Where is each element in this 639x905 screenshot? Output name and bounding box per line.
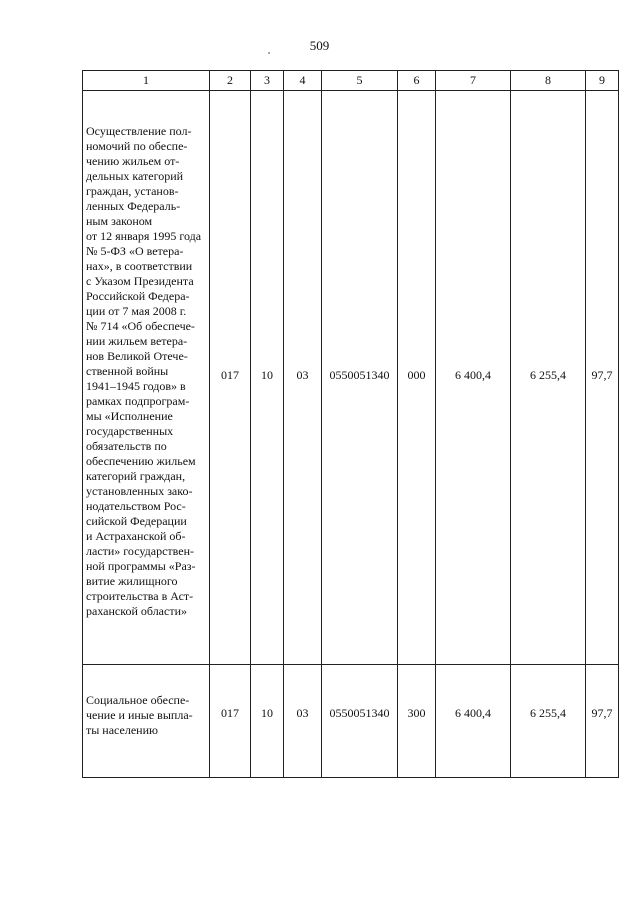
description-line: ственной войны bbox=[86, 364, 169, 378]
cell-target-article bbox=[322, 665, 398, 778]
description-line: ции от 7 мая 2008 г. bbox=[86, 304, 187, 318]
description-text bbox=[86, 124, 206, 619]
executed-amount: 6 255,4 bbox=[530, 705, 566, 720]
description-line: государственных bbox=[86, 424, 174, 438]
cell-target-article bbox=[322, 91, 398, 665]
executed-amount: 6 255,4 bbox=[530, 368, 566, 382]
ministry-code: 017 bbox=[221, 705, 239, 720]
cell-expense-type bbox=[398, 665, 436, 778]
description-line: обязательств по bbox=[86, 439, 167, 453]
description-line: установленных зако- bbox=[86, 484, 193, 498]
planned-amount: 6 400,4 bbox=[455, 705, 491, 720]
planned-amount: 6 400,4 bbox=[455, 368, 491, 382]
description-line: обеспечению жильем bbox=[86, 454, 196, 468]
description-line: витие жилищного bbox=[86, 574, 178, 588]
section-code: 10 bbox=[261, 368, 273, 382]
column-header-8: 8 bbox=[511, 71, 586, 91]
description-line: с Указом Президента bbox=[86, 274, 194, 288]
description-line: строительства в Аст- bbox=[86, 589, 194, 603]
description-line: Российской Федера- bbox=[86, 289, 190, 303]
cell-planned bbox=[436, 665, 511, 778]
description-line: категорий граждан, bbox=[86, 469, 186, 483]
description-line: 1941–1945 годов» в bbox=[86, 379, 186, 393]
description-line: № 714 «Об обеспече- bbox=[86, 319, 195, 333]
description-line: чение и иные выпла- bbox=[86, 707, 193, 722]
description-line: номочий по обеспе- bbox=[86, 139, 188, 153]
description-line: ной программы «Раз- bbox=[86, 559, 196, 573]
description-line: нах», в соответствии bbox=[86, 259, 193, 273]
description-line: граждан, установ- bbox=[86, 184, 179, 198]
expense-type-code: 300 bbox=[407, 705, 426, 720]
column-header-5: 5 bbox=[322, 71, 398, 91]
description-line: Осуществление пол- bbox=[86, 124, 192, 138]
description-line: нии жильем ветера- bbox=[86, 334, 188, 348]
description-line: и Астраханской об- bbox=[86, 529, 186, 543]
cell-planned bbox=[436, 91, 511, 665]
cell-expense-type bbox=[398, 91, 436, 665]
subsection-code: 03 bbox=[296, 368, 309, 382]
column-header-7: 7 bbox=[436, 71, 511, 91]
section-code: 10 bbox=[261, 705, 273, 720]
description-line: нодательством Рос- bbox=[86, 499, 186, 513]
cell-subsection bbox=[284, 665, 322, 778]
column-header-2: 2 bbox=[210, 71, 251, 91]
column-header-6: 6 bbox=[398, 71, 436, 91]
execution-percent: 97,7 bbox=[591, 368, 613, 382]
description-line: рамках подпрограм- bbox=[86, 394, 190, 408]
budget-table bbox=[82, 70, 619, 778]
description-cell bbox=[83, 665, 210, 778]
cell-ministry-code bbox=[210, 665, 251, 778]
column-header-3: 3 bbox=[251, 71, 284, 91]
description-line: ты населению bbox=[86, 722, 158, 737]
target-article-code: 0550051340 bbox=[329, 368, 390, 382]
description-line: Социальное обеспе- bbox=[86, 692, 190, 707]
cell-percent bbox=[586, 665, 619, 778]
table-row bbox=[83, 665, 619, 778]
column-header-4: 4 bbox=[284, 71, 322, 91]
table-row bbox=[83, 91, 619, 665]
scan-artifact-dot bbox=[268, 52, 270, 54]
cell-executed bbox=[511, 665, 586, 778]
column-header-1: 1 bbox=[83, 71, 210, 91]
description-line: раханской области» bbox=[86, 604, 187, 618]
description-cell bbox=[83, 91, 210, 665]
description-line: сийской Федерации bbox=[86, 514, 187, 528]
target-article-code: 0550051340 bbox=[329, 705, 390, 720]
cell-executed bbox=[511, 91, 586, 665]
description-line: чению жильем от- bbox=[86, 154, 180, 168]
description-line: ленных Федераль- bbox=[86, 199, 181, 213]
description-text bbox=[86, 693, 206, 738]
cell-section bbox=[251, 665, 284, 778]
ministry-code: 017 bbox=[221, 368, 239, 382]
cell-percent bbox=[586, 91, 619, 665]
page-number: 509 bbox=[309, 38, 330, 53]
subsection-code: 03 bbox=[296, 705, 309, 720]
description-line: дельных категорий bbox=[86, 169, 184, 183]
description-line: мы «Исполнение bbox=[86, 409, 173, 423]
cell-ministry-code bbox=[210, 91, 251, 665]
description-line: от 12 января 1995 года bbox=[86, 229, 202, 243]
description-line: ласти» государствен- bbox=[86, 544, 194, 558]
description-line: нов Великой Отече- bbox=[86, 349, 188, 363]
description-line: № 5-ФЗ «О ветера- bbox=[86, 244, 184, 258]
execution-percent: 97,7 bbox=[591, 705, 613, 720]
description-line: ным законом bbox=[86, 214, 153, 228]
cell-section bbox=[251, 91, 284, 665]
cell-subsection bbox=[284, 91, 322, 665]
column-header-9: 9 bbox=[586, 71, 619, 91]
expense-type-code: 000 bbox=[407, 368, 426, 382]
header-row bbox=[83, 71, 619, 91]
